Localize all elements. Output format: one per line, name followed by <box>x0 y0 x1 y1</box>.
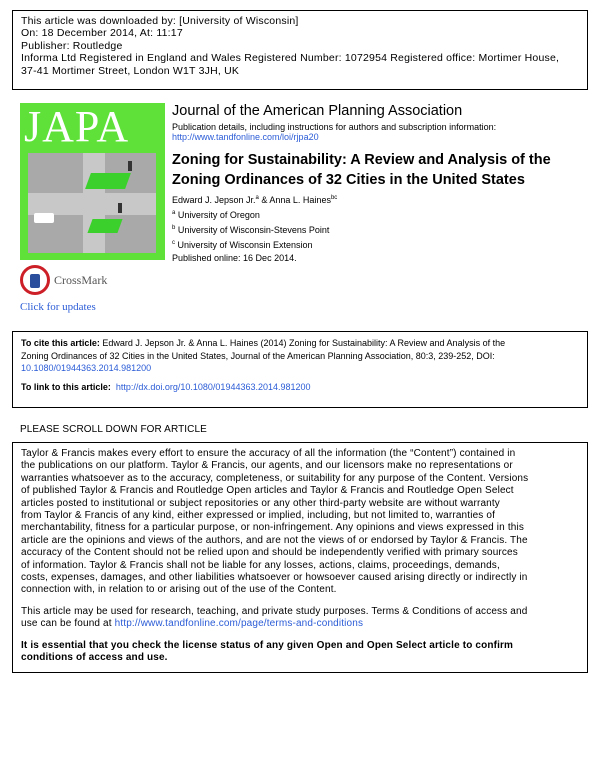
cite-text: Edward J. Jepson Jr. & Anna L. Haines (2014) Zoning for Sustainability: A Review and Analysis of the <box>99 338 506 348</box>
link-line <box>21 381 579 394</box>
cite-line: Zoning Ordinances of 32 Cities in the United States, Journal of the American Planning Association, 80:3, 239-252, DOI: <box>21 350 495 361</box>
disclaimer-box <box>12 442 588 673</box>
download-line: Publisher: Routledge <box>21 39 123 52</box>
crossmark-label: CrossMark <box>54 273 108 287</box>
cite-label: To cite this article: <box>21 338 100 348</box>
journal-name: Journal of the American Planning Association <box>172 103 463 119</box>
publication-details: Publication details, including instructions for authors and subscription information: <box>172 122 497 132</box>
affiliation: $^c$ University of Wisconsin Extension <box>172 240 313 250</box>
disclaimer-paragraph: Taylor & Francis makes every effort to ensure the accuracy of all the information (the “Content”) contained in the publications on our platform. Taylor & Francis, our agents, and our licensors make no representations or warranties whatsoever as to the accuracy, completeness, or suitability for any purpose of the Content. Versions of published Taylor & Francis and Routledge Open articles and Taylor & Francis and Routledge Open Select articles posted to institutional or subject repositories or any other third-party website are without warranty from Taylor & Francis of any kind, either expressed or implied, including, but not limited to, warranties of merchantability, fitness for a particular purpose, or non-infringement. Any opinions and views expressed in this article are the opinions and views of the authors, and are not the views of or endorsed by Taylor & Francis. The accuracy of the Content should not be relied upon and should be independently verified with primary sources of information. Taylor & Francis shall not be liable for any losses, actions, claims, proceedings, demands, costs, expenses, damages, and other liabilities whatsoever or howsoever caused arising directly or indirectly in connection with, in relation to or arising out of the use of the Content. <box>21 448 529 596</box>
download-line: This article was downloaded by: [University of Wisconsin] <box>21 15 299 27</box>
terms-conditions-link[interactable]: http://www.tandfonline.com/page/terms-and-conditions <box>114 618 364 630</box>
authors-block <box>172 192 337 265</box>
doi-link[interactable]: 10.1080/01944363.2014.981200 <box>21 363 152 374</box>
download-info-box <box>12 10 588 90</box>
author-line <box>172 192 337 207</box>
author-name: Anna L. Haines <box>269 195 331 205</box>
author-separator: & <box>258 195 270 205</box>
cite-line <box>21 337 579 350</box>
cite-line <box>21 362 579 375</box>
crossmark-badge[interactable] <box>20 265 110 299</box>
scroll-note: PLEASE SCROLL DOWN FOR ARTICLE <box>20 424 207 435</box>
click-for-updates-link[interactable]: Click for updates <box>20 301 96 313</box>
article-doi-url-link[interactable]: http://dx.doi.org/10.1080/01944363.2014.981200 <box>115 381 311 392</box>
cover-title: JAPA <box>24 103 130 151</box>
download-line: 37-41 Mortimer Street, London W1T 3JH, UK <box>21 64 240 77</box>
article-title <box>172 150 551 190</box>
citation-box <box>12 331 588 408</box>
article-title-line: Zoning Ordinances of 32 Cities in the United States <box>172 172 525 188</box>
download-line: Informa Ltd Registered in England and Wales Registered Number: 1072954 Registered office: Mortimer House, <box>21 52 560 65</box>
crossmark-icon <box>20 265 50 295</box>
author-sup: a <box>255 195 259 201</box>
author-name: Edward J. Jepson Jr. <box>172 195 256 205</box>
affiliation: $^b$ University of Wisconsin-Stevens Point <box>172 225 330 235</box>
cover-photo <box>28 153 156 253</box>
author-sup: bc <box>330 195 338 201</box>
download-line: On: 18 December 2014, At: 11:17 <box>21 27 183 40</box>
disclaimer-paragraph: It is essential that you check the license status of any given Open and Open Select article to confirm conditions of access and use. <box>21 639 514 664</box>
affiliation: $^a$ University of Oregon <box>172 210 260 220</box>
journal-url-link[interactable]: http://www.tandfonline.com/loi/rjpa20 <box>172 132 319 142</box>
link-label: To link to this article: <box>21 381 111 392</box>
journal-cover-image <box>20 103 165 260</box>
published-date: Published online: 16 Dec 2014. <box>172 253 297 263</box>
article-title-line: Zoning for Sustainability: A Review and Analysis of the <box>172 152 551 168</box>
disclaimer-paragraph: This article may be used for research, teaching, and private study purposes. Terms & Conditions of access and use can be found at http://www.tandfonline.com/page/terms-and-conditions <box>21 605 528 630</box>
